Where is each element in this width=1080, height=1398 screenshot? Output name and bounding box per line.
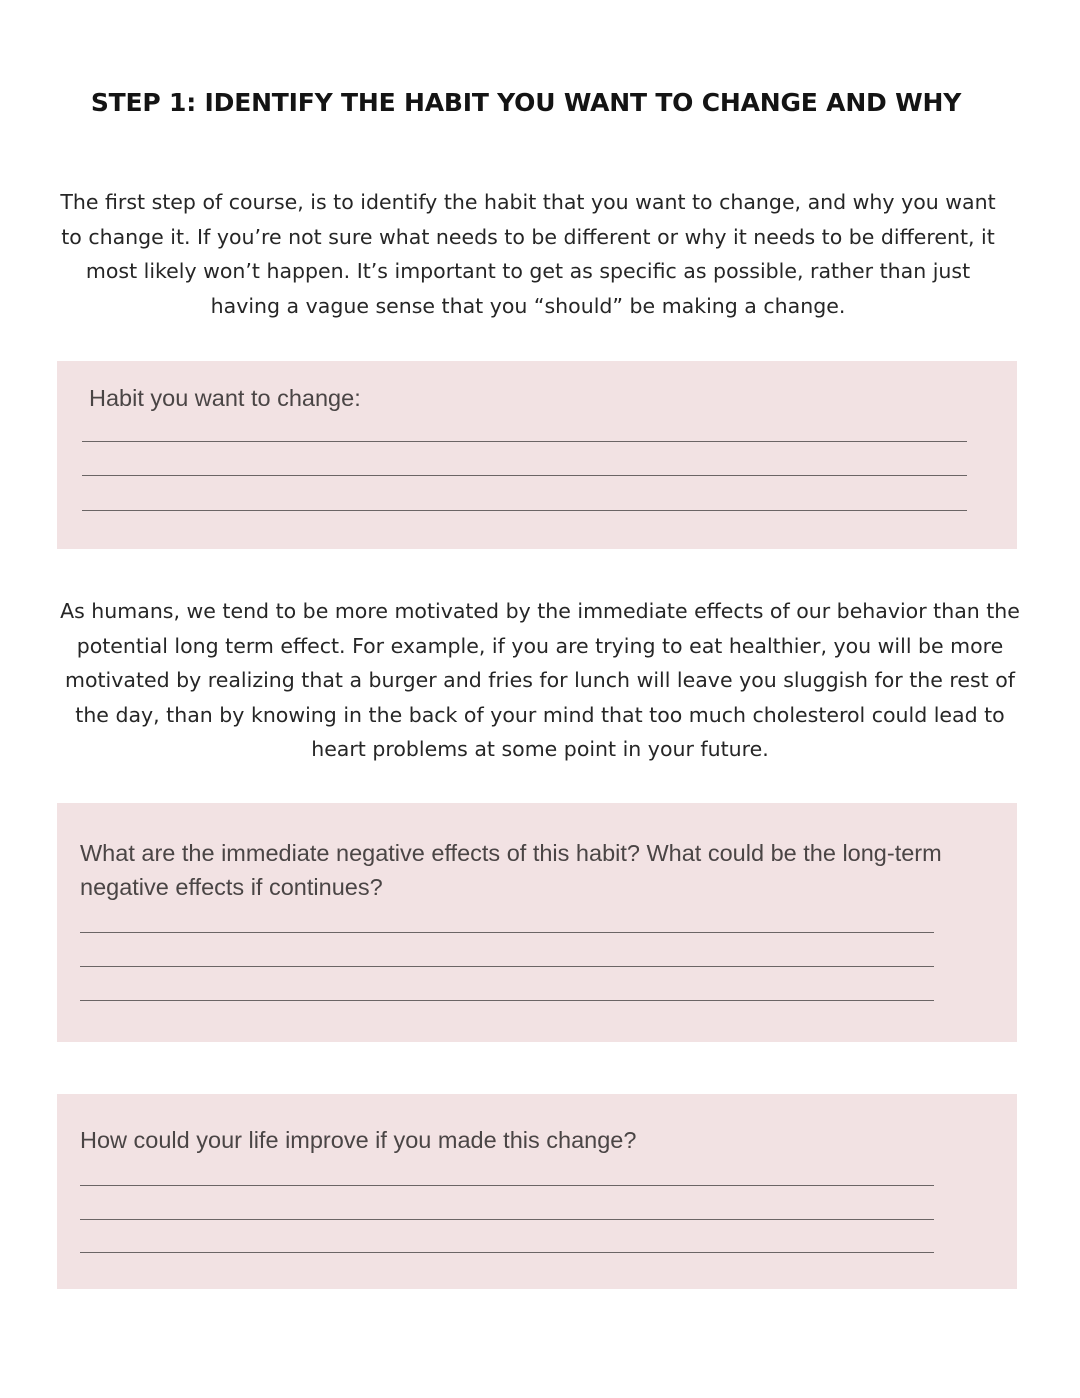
habit-answer-line-2[interactable] [82,475,967,476]
intro-paragraph: The first step of course, is to identify the habit that you want to change, and why you want to change it. If you’re not sure what needs to be different or why it needs to be different, it most likely won’t happen. It’s important to get as specific as possible, rather than just having a vague sense that you “should” be making a change. [60,190,996,318]
improve-answer-line-2[interactable] [80,1219,934,1220]
improve-answer-line-1[interactable] [80,1185,934,1186]
habit-prompt-label: Habit you want to change: [89,385,361,411]
improve-answer-line-3[interactable] [80,1252,934,1253]
improve-prompt-box [57,1094,1017,1289]
effects-answer-line-3[interactable] [80,1000,934,1001]
improve-prompt-label: How could your life improve if you made this change? [80,1127,637,1153]
habit-prompt-box [57,361,1017,549]
habit-answer-line-1[interactable] [82,441,967,442]
effects-answer-line-1[interactable] [80,932,934,933]
page-title: STEP 1: IDENTIFY THE HABIT YOU WANT TO CHANGE AND WHY [90,88,962,117]
habit-answer-line-3[interactable] [82,510,967,511]
effects-prompt-box [57,803,1017,1042]
effects-answer-line-2[interactable] [80,966,934,967]
effects-prompt-label: What are the immediate negative effects of this habit? What could be the long-term negative effects if continues? [80,840,942,900]
motivation-paragraph: As humans, we tend to be more motivated by the immediate effects of our behavior than the potential long term effect. For example, if you are trying to eat healthier, you will be more motivated by realizing that a burger and fries for lunch will leave you sluggish for the rest of the day, than by knowing in the back of your mind that too much cholesterol could lead to heart problems at some point in your future. [60,599,1020,761]
